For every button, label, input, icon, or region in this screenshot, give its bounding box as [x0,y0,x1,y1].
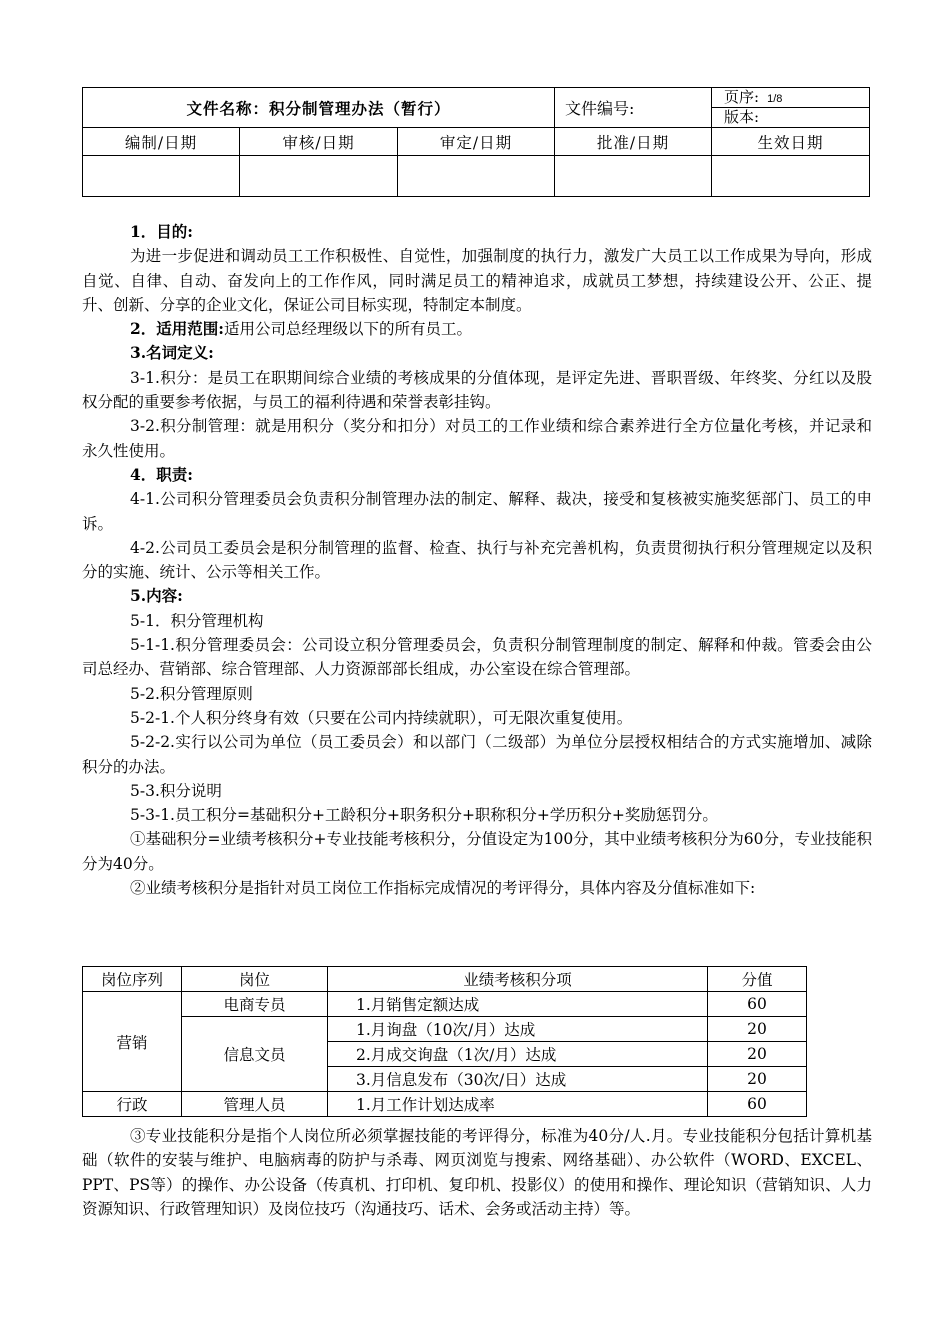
seq-admin: 行政 [83,1092,182,1117]
score-item: 2.月成交询盘（1次/月）达成 [328,1042,708,1067]
version-label: 版本: [724,108,760,126]
section-5-1: 5-1．积分管理机构 [130,611,264,630]
doc-number-label: 文件编号: [555,88,712,128]
section-5-1-1: 5-1-1.积分管理委员会：公司设立积分管理委员会，负责积分制管理制度的制定、解释和仲裁。管委会由公司总经办、营销部、综合管理部、人力资源部部长组成，办公室设在综合管理部。 [82,636,872,679]
role-verified: 审定/日期 [398,128,555,156]
score-table [82,966,807,1117]
section-4-heading: 4．职责: [130,464,194,484]
score-item: 3.月信息发布（30次/日）达成 [328,1067,708,1092]
item-2: ②业绩考核积分是指针对员工岗位工作指标完成情况的考评得分，具体内容及分值标准如下: [130,879,756,898]
role-reviewed: 审核/日期 [240,128,398,156]
section-2-heading: 2．适用范围: [130,319,225,339]
document-body [82,220,872,900]
score-item: 1.月询盘（10次/月）达成 [328,1017,708,1042]
table-row [83,1092,807,1117]
role-effective: 生效日期 [712,128,870,156]
document-header-table [82,87,870,197]
section-3-1: 3-1.积分：是员工在职期间综合业绩的考核成果的分值体现，是评定先进、晋职晋级、年终奖、分红以及股权分配的重要参考依据，与员工的福利待遇和荣誉表彰挂钩。 [82,368,872,412]
col-header-score: 分值 [708,967,807,992]
col-header-position: 岗位 [182,967,328,992]
item-1: ①基础积分=业绩考核积分+专业技能考核积分，分值设定为100分，其中业绩考核积分为60分，专业技能积分为40分。 [82,830,872,873]
sign-cell [240,156,398,197]
col-header-seq: 岗位序列 [83,967,182,992]
score-item: 1.月工作计划达成率 [328,1092,708,1117]
score-item: 1.月销售定额达成 [328,992,708,1017]
role-prepared: 编制/日期 [83,128,240,156]
document-title: 文件名称：积分制管理办法（暂行） [83,88,555,128]
item-3: ③专业技能积分是指个人岗位所必须掌握技能的考评得分，标准为40分/人.月。专业技能积分包括计算机基础（软件的安装与维护、电脑病毒的防护与杀毒、网页浏览与搜索、网络基础）、办公软件（WORD、EXCEL、PPT、PS等）的操作、办公设备（传真机、打印机、复印机、投影仪）的使用和操作、理论知识（营销知识、人力资源知识、行政管理知识）及岗位技巧（沟通技巧、话术、会务或活动主持）等。 [82,1127,872,1218]
col-header-item: 业绩考核积分项 [328,967,708,992]
table-row [83,1017,807,1042]
section-5-3: 5-3.积分说明 [130,781,222,800]
section-1-text: 为进一步促进和调动员工工作积极性、自觉性，加强制度的执行力，激发广大员工以工作成果为导向，形成自觉、自律、自动、奋发向上的工作作风，同时满足员工的精神追求，成就员工梦想，持续建设公开、公正、提升、创新、分享的企业文化，保证公司目标实现，特制定本制度。 [82,247,872,314]
score-value: 20 [708,1017,807,1042]
section-5-2-2: 5-2-2.实行以公司为单位（员工委员会）和以部门（二级部）为单位分层授权相结合的方式实施增加、减除积分的办法。 [82,733,872,776]
section-4-2: 4-2.公司员工委员会是积分制管理的监督、检查、执行与补充完善机构，负责贯彻执行积分管理规定以及积分的实施、统计、公示等相关工作。 [82,538,872,582]
score-value: 60 [708,1092,807,1117]
position-mgmt: 管理人员 [182,1092,328,1117]
section-5-3-1: 5-3-1.员工积分=基础积分+工龄积分+职务积分+职称积分+学历积分+奖励惩罚分。 [130,806,718,825]
section-3-2: 3-2.积分制管理：就是用积分（奖分和扣分）对员工的工作业绩和综合素养进行全方位量化考核，并记录和永久性使用。 [82,417,872,460]
page-label: 页序: [724,88,760,106]
score-value: 20 [708,1042,807,1067]
page-version-cell [712,88,870,128]
score-value: 60 [708,992,807,1017]
position-info: 信息文员 [182,1017,328,1092]
sign-cell [712,156,870,197]
section-2 [82,317,872,341]
role-approved: 批准/日期 [555,128,712,156]
document-body-continued [82,1124,872,1221]
score-value: 20 [708,1067,807,1092]
section-5-2-1: 5-2-1.个人积分终身有效（只要在公司内持续就职），可无限次重复使用。 [130,708,633,727]
section-5-heading: 5.内容: [130,586,183,606]
version-line [712,107,869,127]
seq-marketing: 营销 [83,992,182,1092]
table-row [83,992,807,1017]
section-5-2: 5-2.积分管理原则 [130,684,253,703]
section-2-text: 适用公司总经理级以下的所有员工。 [224,320,473,339]
section-1-heading: 1．目的: [130,222,194,241]
page-number: 1/8 [767,93,783,105]
sign-cell [398,156,555,197]
section-3-heading: 3.名词定义: [130,343,214,363]
sign-cell [555,156,712,197]
sign-cell [83,156,240,197]
page-line [712,88,869,107]
position-ecom: 电商专员 [182,992,328,1017]
section-4-1: 4-1.公司积分管理委员会负责积分制管理办法的制定、解释、裁决，接受和复核被实施奖惩部门、员工的申诉。 [82,490,872,533]
